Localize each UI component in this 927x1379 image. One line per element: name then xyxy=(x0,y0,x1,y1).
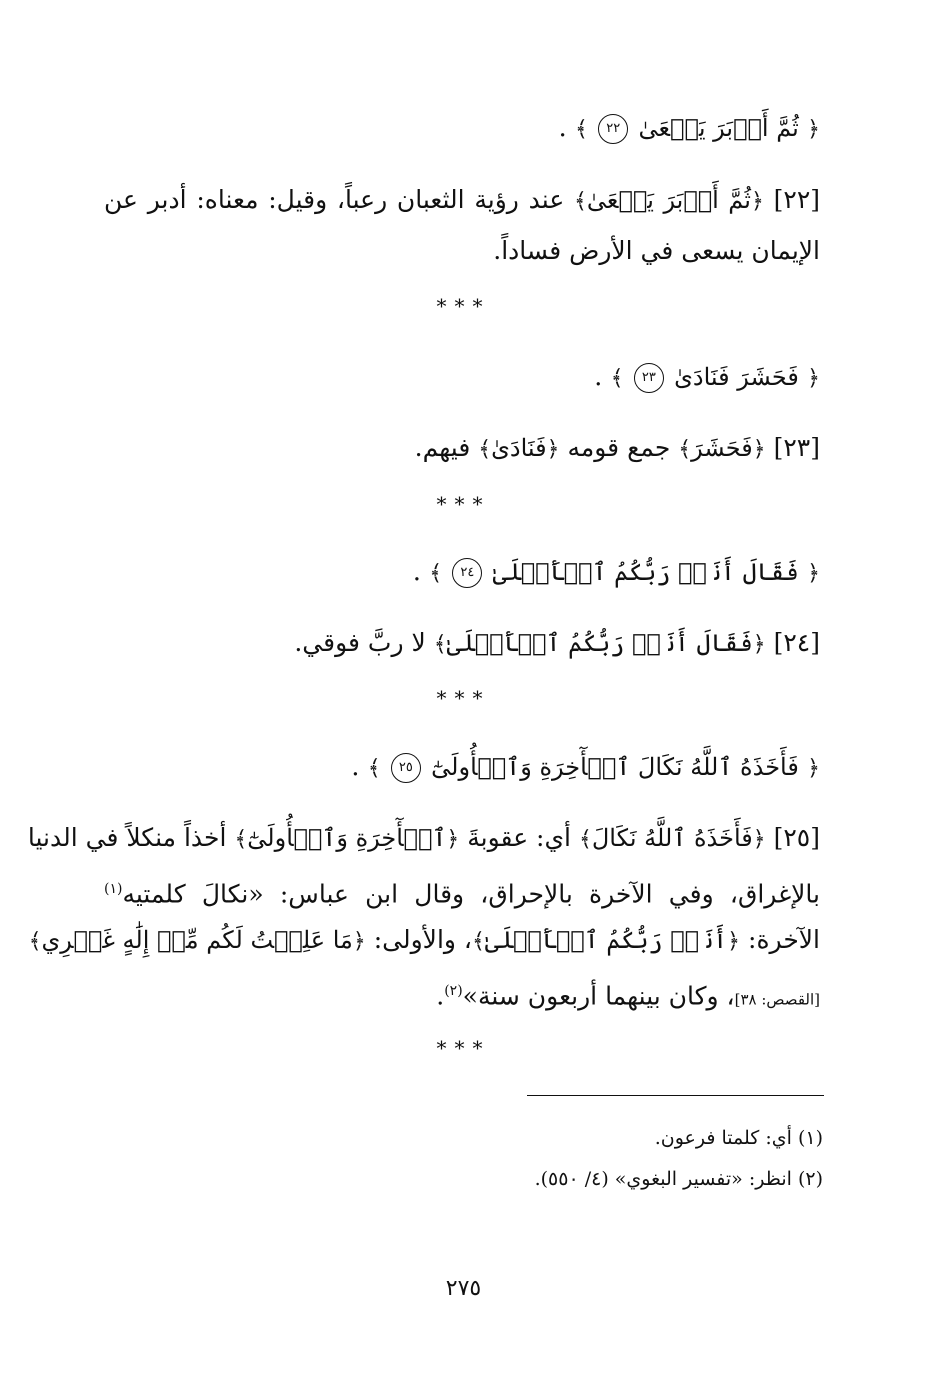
commentary-text: أي: عقوبةَ xyxy=(467,823,571,852)
commentary-text: لا ربَّ فوقي. xyxy=(294,628,426,657)
ayah-number-badge: ٢٣ xyxy=(634,363,664,393)
commentary-text: . xyxy=(436,981,445,1011)
ornate-bracket-close-icon: ﴾ xyxy=(367,756,381,781)
verse-number: [٢٤] xyxy=(773,628,820,657)
commentary-23-line-1 xyxy=(415,428,820,470)
commentary-25-line-4 xyxy=(436,971,820,1019)
footnote-divider xyxy=(527,1095,824,1096)
ornate-bracket-open-icon: ﴿ xyxy=(807,117,820,142)
footnote-text: انظر: «تفسير البغوي» (٤/ ٥٥٠). xyxy=(534,1168,792,1190)
footnote-ref: (١) xyxy=(104,881,123,897)
ornate-bracket-open-icon: ﴿ xyxy=(752,437,766,462)
quoted-phrase: فَأَخَذَهُ ٱللَّهُ نَكَالَ xyxy=(591,824,753,852)
ayah-number-badge: ٢٤ xyxy=(452,558,482,588)
ayah-text: ثُمَّ أَدۡبَرَ يَسۡعَىٰ xyxy=(638,114,799,142)
commentary-25-line-1 xyxy=(27,818,820,860)
commentary-25-line-2 xyxy=(104,869,820,914)
section-separator: *** xyxy=(436,1036,491,1060)
ayah-text: فَقَالَ أَنَا۠ رَبُّكُمُ ٱلۡأَعۡلَىٰ xyxy=(492,558,799,586)
verse-number: [٢٥] xyxy=(773,823,820,852)
ayah-tail: . xyxy=(558,113,567,143)
ornate-bracket-close-icon: ﴾ xyxy=(471,929,485,954)
ayah-tail: . xyxy=(351,752,360,782)
ornate-bracket-open-icon: ﴿ xyxy=(807,366,820,391)
section-separator: *** xyxy=(436,686,491,710)
ayah-line-24 xyxy=(413,552,820,594)
ayah-number-badge: ٢٥ xyxy=(391,753,421,783)
commentary-text: أخذاً منكلاً في الدنيا xyxy=(27,823,227,852)
commentary-25-line-3 xyxy=(28,920,820,962)
ornate-bracket-close-icon: ﴾ xyxy=(610,366,624,391)
footnote-text: أي: كلمتا فرعون. xyxy=(654,1127,792,1149)
quoted-phrase: أَنَا۠ رَبُّكُمُ ٱلۡأَعۡلَىٰ xyxy=(484,926,728,954)
ornate-bracket-close-icon: ﴾ xyxy=(478,437,492,462)
commentary-text: الآخرة: xyxy=(748,925,820,954)
ornate-bracket-close-icon: ﴾ xyxy=(433,632,447,657)
commentary-text: ، والأولى: xyxy=(373,925,472,954)
ayah-text: فَحَشَرَ فَنَادَىٰ xyxy=(674,363,799,391)
ayah-tail: . xyxy=(594,362,603,392)
footnote-2 xyxy=(535,1163,823,1195)
citation: [القصص: ٣٨] xyxy=(734,990,820,1009)
footnote-ref: (٢) xyxy=(444,983,463,999)
quoted-phrase: ثُمَّ أَدۡبَرَ يَسۡعَىٰ xyxy=(586,186,751,214)
footnote-1 xyxy=(655,1122,823,1154)
quoted-phrase: مَا عَلِمۡتُ لَكُم مِّنۡ إِلَٰهٍ غَيۡرِي xyxy=(41,926,353,954)
ornate-bracket-open-icon: ﴿ xyxy=(750,189,764,214)
section-separator: *** xyxy=(436,294,491,318)
ornate-bracket-open-icon: ﴿ xyxy=(546,437,560,462)
footnote-marker: (٢) xyxy=(797,1168,823,1190)
commentary-text: بالإغراق، وفي الآخرة بالإحراق، وقال ابن عباس: «نكالَ كلمتيه xyxy=(122,879,820,909)
ayah-line-23 xyxy=(594,357,820,399)
page-number: ٢٧٥ xyxy=(445,1276,482,1301)
quoted-phrase: فَنَادَىٰ xyxy=(491,434,547,462)
ornate-bracket-open-icon: ﴿ xyxy=(446,827,460,852)
ayah-tail: . xyxy=(412,557,421,587)
quoted-phrase: ٱلۡأٓخِرَةِ وَٱلۡأُولَىٰٓ xyxy=(247,824,447,852)
ornate-bracket-close-icon: ﴾ xyxy=(429,561,443,586)
ornate-bracket-open-icon: ﴿ xyxy=(807,561,820,586)
ornate-bracket-close-icon: ﴾ xyxy=(28,929,42,954)
commentary-22-line-1 xyxy=(104,180,820,222)
ornate-bracket-open-icon: ﴿ xyxy=(807,756,820,781)
ayah-line-22 xyxy=(559,108,820,150)
ornate-bracket-close-icon: ﴾ xyxy=(234,827,248,852)
footnote-marker: (١) xyxy=(797,1127,823,1149)
commentary-text: ، وكان بينهما أربعون سنة» xyxy=(462,981,735,1011)
ayah-text: فَأَخَذَهُ ٱللَّهُ نَكَالَ ٱلۡأٓخِرَةِ وَٱلۡأُولَىٰٓ xyxy=(431,753,799,781)
commentary-text: جمع قومه xyxy=(567,433,671,462)
ornate-bracket-open-icon: ﴿ xyxy=(752,632,766,657)
commentary-24-line-1 xyxy=(294,623,820,665)
commentary-22-line-2: الإيمان يسعى في الأرض فساداً. xyxy=(493,236,820,265)
ornate-bracket-close-icon: ﴾ xyxy=(578,827,592,852)
ayah-number-badge: ٢٢ xyxy=(598,114,628,144)
ornate-bracket-open-icon: ﴿ xyxy=(352,929,366,954)
ornate-bracket-close-icon: ﴾ xyxy=(575,117,588,142)
ornate-bracket-close-icon: ﴾ xyxy=(678,437,692,462)
ornate-bracket-open-icon: ﴿ xyxy=(727,929,741,954)
verse-number: [٢٣] xyxy=(773,433,820,462)
quoted-phrase: فَحَشَرَ xyxy=(691,434,753,462)
section-separator: *** xyxy=(436,492,491,516)
ornate-bracket-close-icon: ﴾ xyxy=(574,189,587,214)
ornate-bracket-open-icon: ﴿ xyxy=(752,827,766,852)
verse-number: [٢٢] xyxy=(773,185,821,214)
commentary-text: فيهم. xyxy=(414,433,471,462)
quoted-phrase: فَقَالَ أَنَا۠ رَبُّكُمُ ٱلۡأَعۡلَىٰ xyxy=(446,629,753,657)
ayah-line-25 xyxy=(351,747,820,789)
commentary-text: عند رؤية الثعبان رعباً، وقيل: معناه: أدبر عن xyxy=(104,185,565,214)
